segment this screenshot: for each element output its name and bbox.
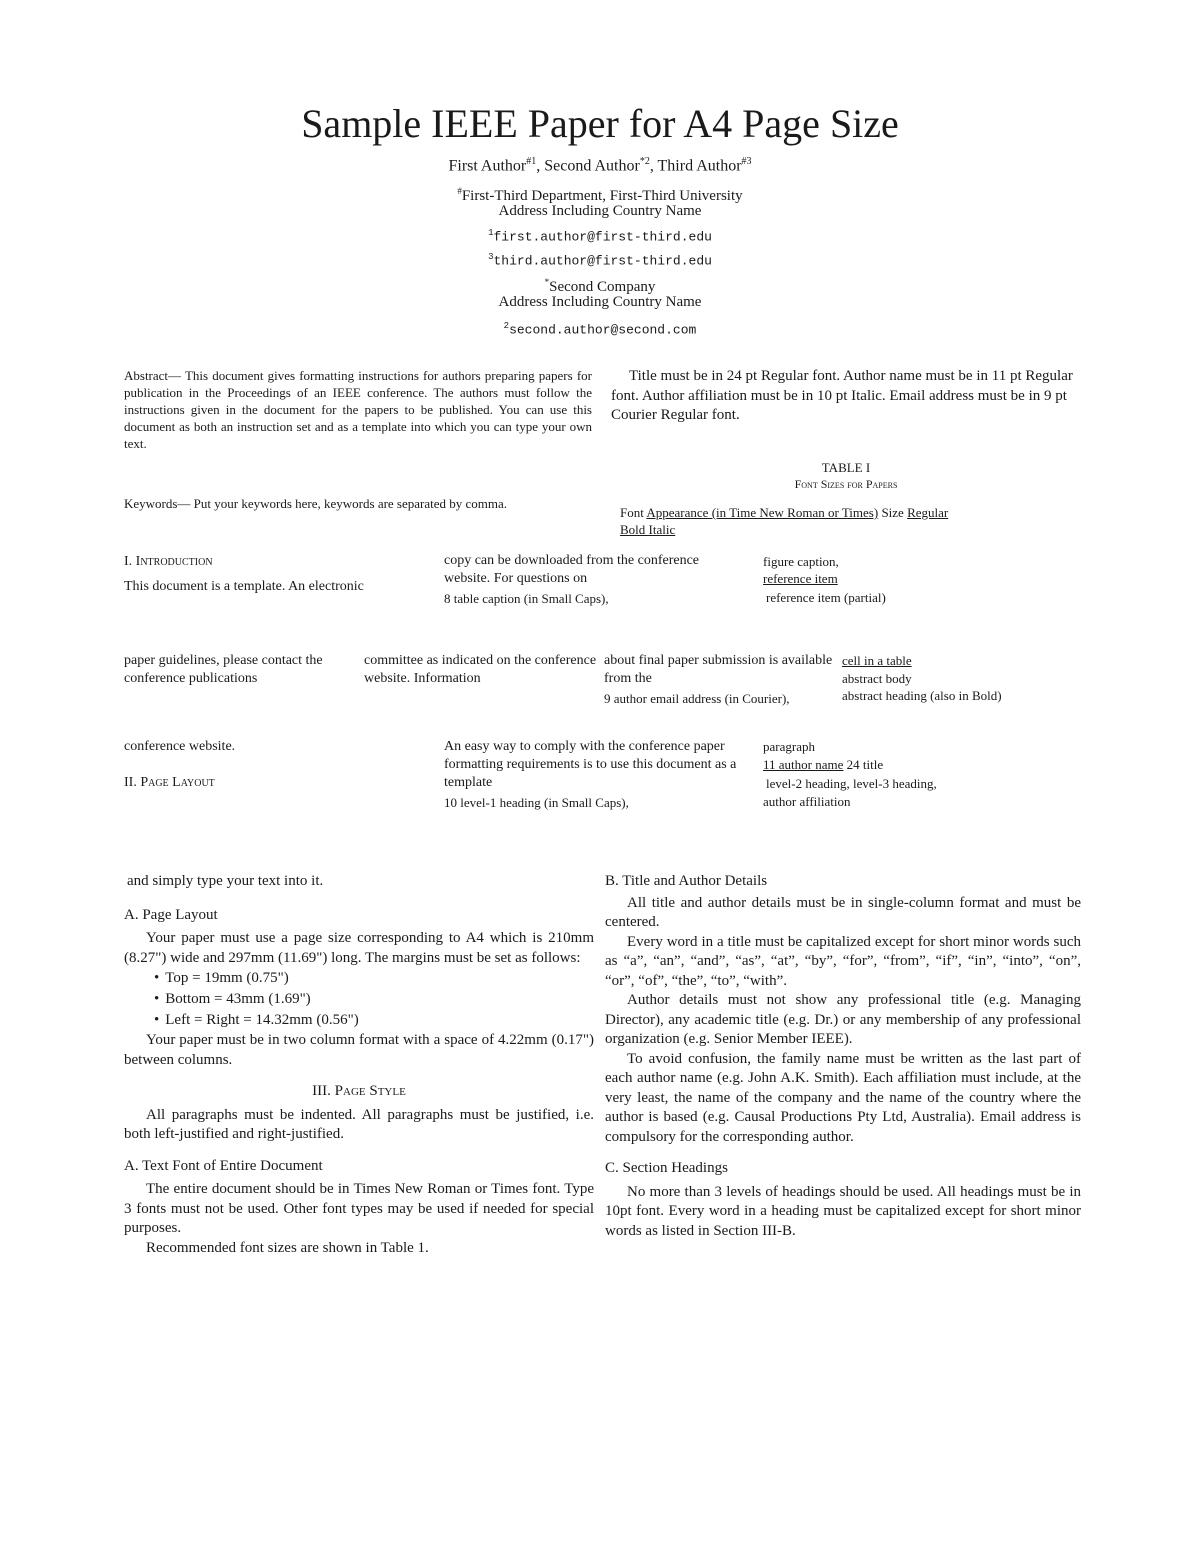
fragment-author-affiliation: author affiliation (763, 794, 851, 809)
margin-list (124, 968, 594, 1031)
table-header (620, 504, 1040, 538)
author-2: Second Author (544, 157, 640, 175)
section-2-heading: II. Page Layout (124, 775, 215, 790)
author-details-paragraph: Author details must not show any professional title (e.g. Managing Director), any academic title (e.g. Dr.) or any membership of any professional organization (e.g. Senior Member IEEE). (605, 992, 1081, 1047)
table-header-size: Size (878, 505, 908, 520)
fragment-heading-levels: level-2 heading, level-3 heading, (766, 776, 937, 791)
fragment-committee: committee as indicated on the conference website. Information (364, 653, 597, 686)
author-3-mark: #3 (741, 156, 752, 167)
fragment-table-caption-size: 8 table caption (in Small Caps), (444, 591, 609, 606)
keywords: Keywords— Put your keywords here, keywords are separated by comma. (124, 496, 508, 511)
author-2-mark: *2 (639, 156, 650, 167)
affiliation-2-mark: * (544, 277, 550, 287)
fragment-easy-way: An easy way to comply with the conference paper formatting requirements is to use this document as a template (444, 739, 737, 790)
table-caption: Font Sizes for Papers (794, 477, 898, 491)
fragment-copy: copy can be downloaded from the conference website. For questions on (444, 553, 699, 586)
fragment-abstract-body: abstract body (842, 671, 912, 686)
fragment-email-size: 9 author email address (in Courier), (604, 691, 790, 706)
email-3: $^3$third.author@first-third.edu (488, 252, 712, 269)
section-1-heading: I. Introduction (124, 554, 213, 569)
table-header-bold-italic: Bold Italic (620, 522, 676, 537)
fragment-figure-caption: figure caption, (763, 554, 839, 569)
section-3-heading: III. Page Style (312, 1083, 406, 1099)
list-item: • Top = 19mm (0.75") (154, 968, 594, 989)
fragment-conference-website: conference website. (124, 739, 236, 754)
recommended-sizes-paragraph: Recommended font sizes are shown in Table 1. (146, 1239, 429, 1256)
table-label: TABLE I (821, 460, 871, 475)
author-1: First Author (448, 157, 527, 175)
fragment-paragraph: paragraph (763, 739, 815, 754)
right-column (605, 872, 1081, 1241)
capitalization-paragraph: Every word in a title must be capitalized except for short minor words such as “a”, “an”, “and”, “as”, “at”, “by”, “for”, “from”, “if”, “in”, “into”, “on”, “or”, “of”, “the”, “to”, “with”. (605, 933, 1081, 989)
left-column (124, 872, 594, 1258)
affiliation-2-address: Address Including Country Name (498, 294, 702, 310)
author-1-mark: #1 (526, 156, 537, 167)
fragment-cell-in-table: cell in a table (842, 653, 912, 668)
list-item: • Bottom = 43mm (1.69") (154, 989, 594, 1010)
subsection-text-font-heading: A. Text Font of Entire Document (124, 1157, 323, 1174)
fragment-level1-size: 10 level-1 heading (in Small Caps), (444, 795, 629, 810)
table-header-regular: Regular (907, 505, 949, 520)
fragment-reference-partial: reference item (partial) (766, 590, 886, 605)
subsection-title-author-heading: B. Title and Author Details (605, 873, 768, 889)
affiliation-1-address: Address Including Country Name (498, 203, 702, 219)
email-2: $^2$second.author@second.com (503, 321, 697, 338)
page-style-paragraph: All paragraphs must be indented. All paragraphs must be justified, i.e. both left-justified and right-justified. (124, 1106, 594, 1142)
paper-title: Sample IEEE Paper for A4 Page Size (301, 101, 899, 146)
table-header-appearance: Appearance (in Time New Roman or Times) (646, 505, 879, 520)
author-sep: , (536, 157, 545, 175)
title-format-paragraph: Title must be in 24 pt Regular font. Author name must be in 11 pt Regular font. Author affiliation must be in 10 pt Italic. Email address must be in 9 pt Courier Regular font. (611, 368, 1073, 423)
page-layout-paragraph: Your paper must use a page size corresponding to A4 which is 210mm (8.27") wide and 297mm (11.69") long. The margins must be set as follows: (124, 930, 594, 966)
email-1: $^1$first.author@first-third.edu (488, 228, 712, 245)
section-headings-paragraph: No more than 3 levels of headings should be used. All headings must be in 10pt font. Every word in a heading must be capitalized except for short minor words as listed in Section III-B. (605, 1183, 1081, 1239)
family-name-paragraph: To avoid confusion, the family name must be written as the last part of each author name (e.g. John A.K. Smith). Each affiliation must include, at the very least, the name of the company and the name of the country where the author is based (e.g. Causal Productions Pty Ltd, Australia). Email address is compulsory for the corresponding author. (605, 1050, 1081, 1145)
author-sep: , (649, 157, 658, 175)
table-header-font: Font (620, 505, 647, 520)
abstract: Abstract— This document gives formatting instructions for authors preparing papers for publication in the Proceedings of an IEEE conference. The authors must follow the instructions given in the document for the papers to be published. You can use this document as both an instruction set and as a template into which you can type your own text. (124, 368, 592, 451)
column-format-paragraph: Your paper must be in two column format with a space of 4.22mm (0.17") between columns. (124, 1032, 594, 1068)
title-details-paragraph: All title and author details must be in single-column format and must be centered. (605, 894, 1081, 930)
fragment-reference-item: reference item (763, 571, 838, 586)
fragment-author-name-size: 11 author name 24 title (763, 757, 884, 772)
template-intro: and simply type your text into it. (127, 873, 324, 889)
subsection-page-layout-heading: A. Page Layout (124, 906, 218, 923)
fragment-abstract-heading: abstract heading (also in Bold) (842, 688, 1002, 703)
affiliation-2-name: *Second Company (544, 277, 656, 295)
author-3: Third Author (657, 157, 742, 175)
subsection-section-headings-heading: C. Section Headings (605, 1160, 728, 1176)
text-font-paragraph: The entire document should be in Times New Roman or Times font. Type 3 fonts must not be used. Other font types may be used if needed for special purposes. (124, 1181, 594, 1236)
author-line (0, 152, 1200, 176)
affiliation-1-name: #First-Third Department, First-Third University (457, 186, 743, 204)
fragment-paper-guidelines: paper guidelines, please contact the conference publications (124, 653, 323, 686)
affiliation-1-mark: # (457, 186, 462, 196)
list-item: • Left = Right = 14.32mm (0.56") (154, 1010, 594, 1031)
intro-text: This document is a template. An electronic (124, 579, 364, 594)
fragment-final-paper: about final paper submission is available from the (604, 653, 833, 686)
